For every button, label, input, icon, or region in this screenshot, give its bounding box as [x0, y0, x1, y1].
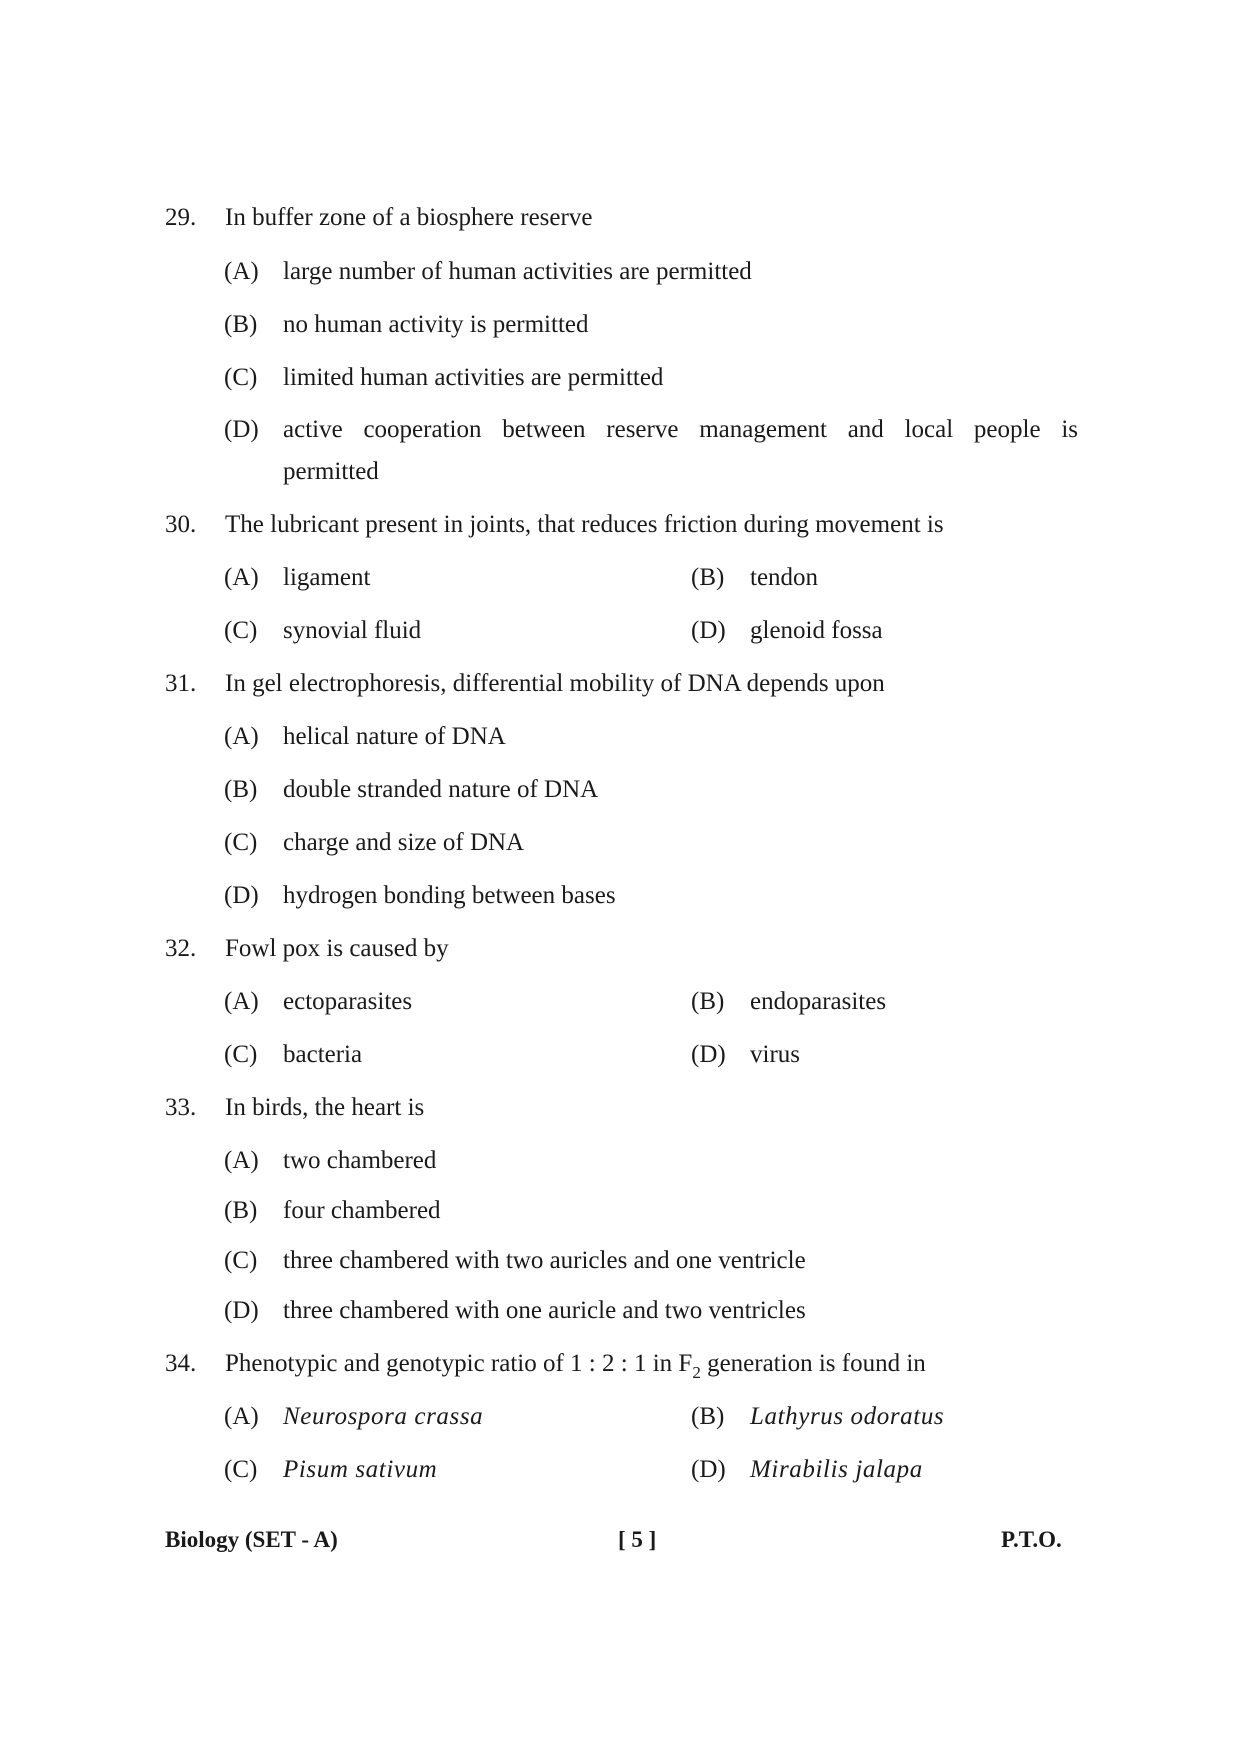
option-text: Pisum sativum	[283, 1456, 438, 1483]
question-number: 31.	[165, 670, 197, 697]
option-text: ectoparasites	[283, 988, 413, 1015]
option-letter: (C)	[224, 1456, 258, 1483]
question-text: The lubricant present in joints, that reduces friction during movement is	[225, 511, 944, 538]
option-letter: (C)	[224, 829, 258, 856]
option-text: endoparasites	[750, 988, 887, 1015]
option-text: three chambered with two auricles and one ventricle	[283, 1247, 806, 1274]
option-letter: (B)	[224, 1197, 258, 1224]
option-text: no human activity is permitted	[283, 311, 589, 338]
question-text: In birds, the heart is	[225, 1094, 425, 1121]
option-letter: (A)	[224, 564, 259, 591]
question-number: 30.	[165, 511, 197, 538]
option-letter: (A)	[224, 1403, 259, 1430]
question-number: 33.	[165, 1094, 197, 1121]
footer-subject: Biology (SET - A)	[165, 1527, 338, 1552]
option-letter: (D)	[224, 416, 259, 443]
option-text: synovial fluid	[283, 617, 422, 644]
option-text: ligament	[283, 564, 371, 591]
option-letter: (D)	[224, 1297, 259, 1324]
option-letter: (C)	[224, 364, 258, 391]
option-letter: (C)	[224, 1041, 258, 1068]
option-text: virus	[750, 1041, 800, 1068]
option-text: active cooperation between reserve management and local people is permitted	[283, 416, 1078, 485]
option-text: four chambered	[283, 1197, 441, 1224]
option-text: bacteria	[283, 1041, 363, 1068]
option-text: Mirabilis jalapa	[750, 1456, 923, 1483]
question-text: In buffer zone of a biosphere reserve	[225, 204, 593, 231]
option-text: double stranded nature of DNA	[283, 776, 599, 803]
option-text: glenoid fossa	[750, 617, 883, 644]
option-text: Lathyrus odoratus	[750, 1403, 945, 1430]
option-letter: (B)	[224, 776, 258, 803]
question-text: Fowl pox is caused by	[225, 935, 449, 962]
option-letter: (B)	[691, 1403, 725, 1430]
option-text: hydrogen bonding between bases	[283, 882, 616, 909]
option-text: large number of human activities are permitted	[283, 258, 752, 285]
option-letter: (A)	[224, 723, 259, 750]
question-text	[225, 1349, 1080, 1381]
option-letter: (A)	[224, 258, 259, 285]
option-text: limited human activities are permitted	[283, 364, 664, 391]
question-text: In gel electrophoresis, differential mobility of DNA depends upon	[225, 670, 885, 697]
option-letter: (D)	[691, 1041, 726, 1068]
option-text: helical nature of DNA	[283, 723, 506, 750]
footer-pto: P.T.O.	[1001, 1527, 1062, 1552]
option-letter: (B)	[691, 564, 725, 591]
footer-page-number: [ 5 ]	[618, 1527, 657, 1552]
option-text: Neurospora crassa	[283, 1403, 484, 1430]
question-number: 32.	[165, 935, 197, 962]
question-text-end: generation is found in	[700, 1350, 926, 1377]
option-text: charge and size of DNA	[283, 829, 525, 856]
option-letter: (D)	[691, 1456, 726, 1483]
option-letter: (C)	[224, 617, 258, 644]
option-letter: (C)	[224, 1247, 258, 1274]
question-number: 34.	[165, 1350, 197, 1377]
option-letter: (D)	[224, 882, 259, 909]
option-letter: (B)	[691, 988, 725, 1015]
question-text-main: Phenotypic and genotypic ratio of 1 : 2 : 1 in F	[225, 1350, 693, 1377]
option-text: two chambered	[283, 1147, 437, 1174]
option-letter: (A)	[224, 988, 259, 1015]
option-letter: (D)	[691, 617, 726, 644]
option-letter: (A)	[224, 1147, 259, 1174]
option-text: three chambered with one auricle and two ventricles	[283, 1297, 806, 1324]
option-letter: (B)	[224, 311, 258, 338]
question-number: 29.	[165, 204, 197, 231]
subscript: 2	[692, 1363, 701, 1382]
option-text: tendon	[750, 564, 819, 591]
